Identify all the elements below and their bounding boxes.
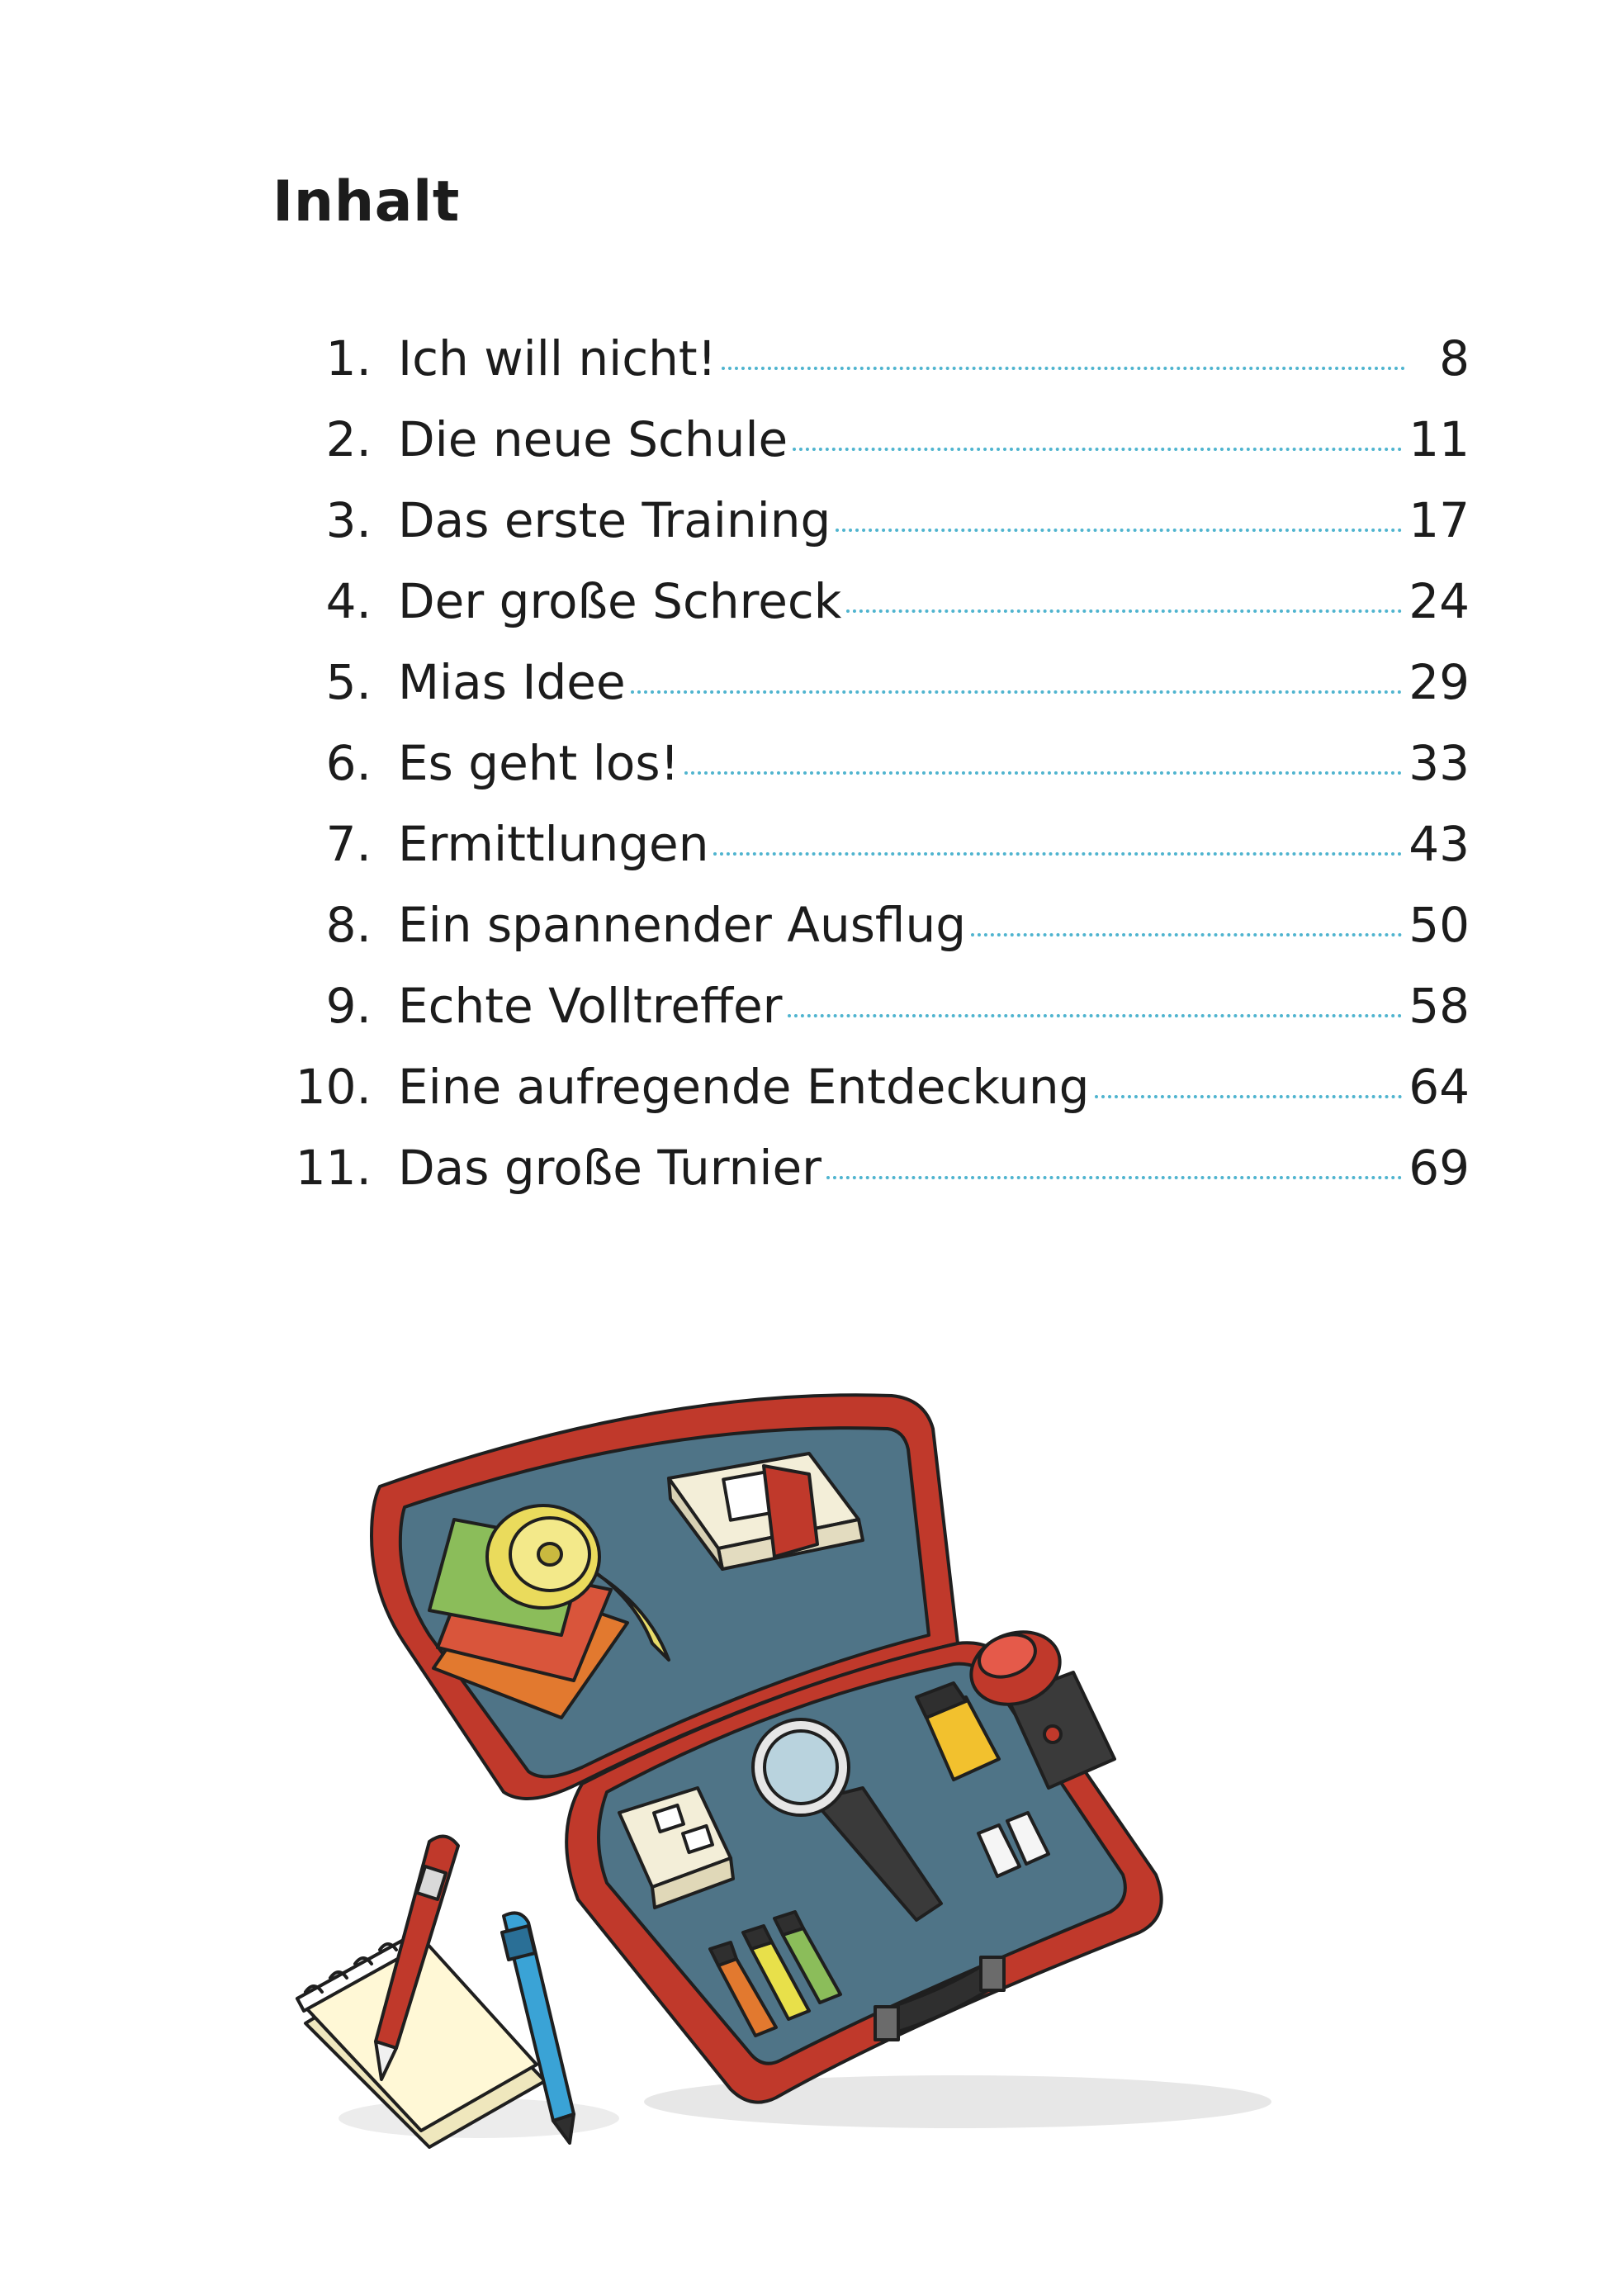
chapter-number: 10. — [295, 1059, 372, 1115]
chapter-title: Es geht los! — [398, 735, 679, 791]
chapter-number: 11. — [295, 1140, 372, 1196]
chapter-number: 3. — [325, 492, 372, 548]
toc-entry[interactable] — [268, 978, 1470, 1059]
dot-leader — [631, 690, 1403, 694]
chapter-title: Ermittlungen — [398, 816, 709, 872]
toc-entry[interactable] — [268, 735, 1470, 816]
toc-entry[interactable] — [268, 330, 1470, 411]
page-number: 64 — [1409, 1059, 1470, 1115]
chapter-title: Der große Schreck — [398, 573, 842, 629]
page-number: 8 — [1439, 330, 1470, 386]
dot-leader — [788, 1014, 1403, 1017]
page-number: 29 — [1409, 654, 1470, 710]
toc-entry[interactable] — [268, 1059, 1470, 1140]
dot-leader — [836, 529, 1402, 532]
chapter-title: Die neue Schule — [398, 411, 788, 467]
dot-leader — [1095, 1095, 1403, 1098]
toc-entry[interactable] — [268, 573, 1470, 654]
page-number: 11 — [1409, 411, 1470, 467]
chapter-number: 5. — [325, 654, 372, 710]
page-title: Inhalt — [272, 169, 460, 235]
chapter-number: 9. — [325, 978, 372, 1034]
page-number: 58 — [1409, 978, 1470, 1034]
dot-leader — [684, 771, 1402, 775]
page-number: 50 — [1409, 897, 1470, 953]
toc-entry[interactable] — [268, 492, 1470, 573]
page-number: 17 — [1409, 492, 1470, 548]
chapter-number: 1. — [325, 330, 372, 386]
chapter-number: 6. — [325, 735, 372, 791]
dot-leader — [971, 933, 1402, 936]
table-of-contents — [268, 330, 1470, 1221]
chapter-title: Eine aufregende Entdeckung — [398, 1059, 1090, 1115]
dot-leader — [722, 367, 1405, 370]
chapter-title: Mias Idee — [398, 654, 626, 710]
dot-leader — [846, 609, 1402, 613]
toc-entry[interactable] — [268, 897, 1470, 978]
chapter-title: Echte Volltreffer — [398, 978, 783, 1034]
toc-entry[interactable] — [268, 654, 1470, 735]
chapter-number: 2. — [325, 411, 372, 467]
toc-entry[interactable] — [268, 411, 1470, 492]
page-number: 24 — [1409, 573, 1470, 629]
chapter-number: 8. — [325, 897, 372, 953]
toc-entry[interactable] — [268, 1140, 1470, 1221]
chapter-number: 7. — [325, 816, 372, 872]
dot-leader — [793, 448, 1402, 451]
chapter-title: Ich will nicht! — [398, 330, 717, 386]
page-number: 43 — [1409, 816, 1470, 872]
chapter-title: Das große Turnier — [398, 1140, 821, 1196]
page-number: 69 — [1409, 1140, 1470, 1196]
dot-leader — [826, 1176, 1402, 1179]
chapter-number: 4. — [325, 573, 372, 629]
chapter-title: Ein spannender Ausflug — [398, 897, 967, 953]
toc-entry[interactable] — [268, 816, 1470, 897]
chapter-title: Das erste Training — [398, 492, 831, 548]
dot-leader — [713, 852, 1402, 856]
page-number: 33 — [1409, 735, 1470, 791]
detective-case-illustration — [281, 1371, 1346, 2155]
